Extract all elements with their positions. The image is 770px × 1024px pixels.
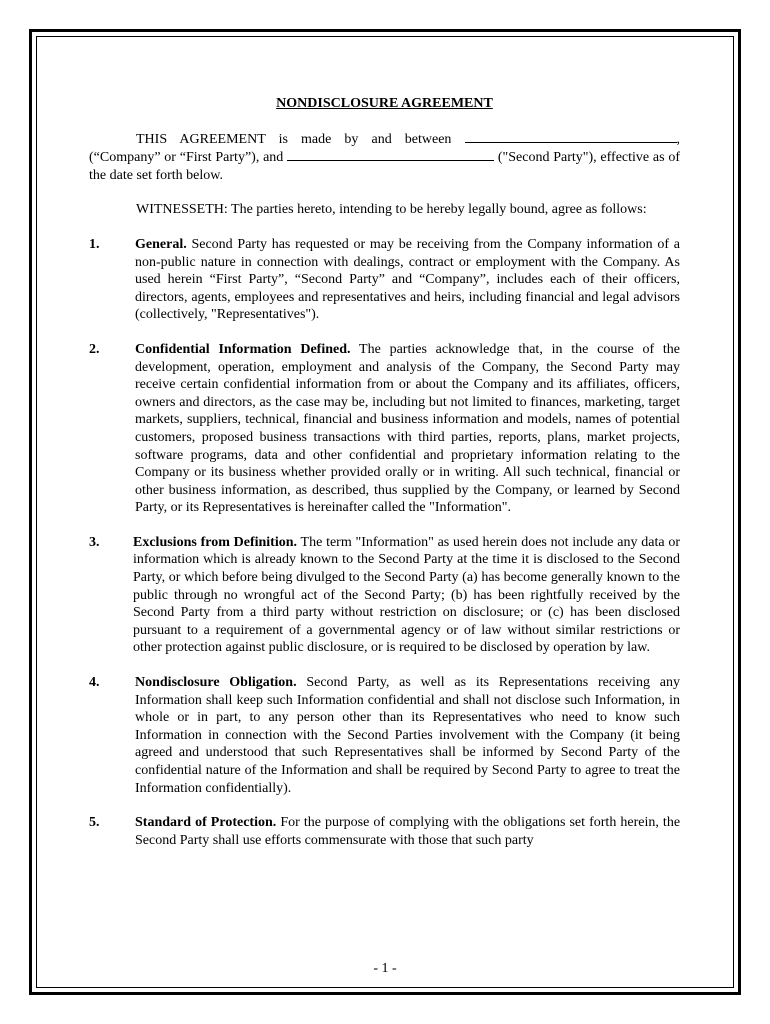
section-heading: Confidential Information Defined. bbox=[135, 341, 351, 357]
section-standard-of-protection bbox=[89, 814, 680, 849]
witnesseth-paragraph: WITNESSETH: The parties hereto, intending to be hereby legally bound, agree as follows: bbox=[136, 202, 647, 218]
section-text: The term "Information" as used herein does not include any data or information which is already known to the Second Party at the time it is disclosed to the Second Party, or which before being divulged to the Second Party (a) has become generally known to the public through no wrongful act of the Second Party; (b) has been rightfully received by the Second Party from a third party without restriction on disclosure; or (c) has been disclosed pursuant to a requirement of a governmental agency or of law without similar restrictions or other protection against public disclosure, or is required to be disclosed by operation by law. bbox=[133, 534, 680, 656]
second-party-blank-line[interactable] bbox=[287, 148, 494, 161]
section-confidential-information bbox=[89, 341, 680, 517]
section-number: 2. bbox=[89, 341, 100, 357]
section-general bbox=[89, 236, 680, 324]
intro-before-text: THIS AGREEMENT is made by and between bbox=[136, 131, 452, 147]
document-title: NONDISCLOSURE AGREEMENT bbox=[276, 96, 493, 111]
section-text: Second Party has requested or may be receiving from the Company information of a non-public nature in connection with dealings, contract or employment with the Company. As used herein “First Party”, “Second Party” and “Company”, includes each of their officers, directors, agents, employees and representatives and heirs, including financial and legal advisors (collectively, "Representatives"). bbox=[135, 236, 680, 323]
document-body bbox=[89, 95, 680, 866]
section-text: For the purpose of complying with the obligations set forth herein, the Second Party shall use efforts commensurate with those that such party bbox=[135, 815, 681, 848]
first-party-blank-line[interactable] bbox=[465, 130, 677, 143]
intro-paragraph bbox=[89, 130, 680, 185]
section-number: 3. bbox=[89, 534, 100, 550]
intro-comma: , bbox=[676, 131, 681, 147]
section-text: The parties acknowledge that, in the course of the development, operation, employment and analysis of the Company, the Second Party may receive certain confidential information from or about the Company and its affiliates, officers, owners and directors, as the case may be, including but not limited to finances, marketing, target markets, suppliers, technical, financial and business information and models, names of potential customers, proposed business transactions with third parties, reports, plans, market projects, software programs, data and other confidential and proprietary information relating to the Company or its business whether provided orally or in writing. All such technical, financial or other business information, as described, thus supplied by the Company, or learned by Second Party, or its Representatives is hereinafter called the "Information". bbox=[135, 341, 681, 516]
section-nondisclosure-obligation bbox=[89, 674, 680, 797]
section-number: 4. bbox=[89, 675, 100, 691]
intro-second-party-text: ("Second Party"), effective as of the date set forth below. bbox=[89, 150, 681, 183]
section-heading: General. bbox=[135, 236, 187, 252]
section-number: 5. bbox=[89, 815, 100, 831]
section-heading: Standard of Protection. bbox=[135, 815, 277, 831]
section-text: Second Party, as well as its Representations receiving any Information shall keep such Information confidential and shall not disclose such Information, in whole or in part, to any person other than its Representatives who need to know such Information in connection with the Second Parties involvement with the Company (it being agreed and understood that such Representatives shall be informed by Second Party of the confidential nature of the Information and shall be required by Second Party to agree to treat the Information confidentially). bbox=[135, 675, 681, 796]
section-exclusions bbox=[89, 534, 680, 657]
page-number: - 1 - bbox=[373, 961, 397, 976]
section-heading: Nondisclosure Obligation. bbox=[135, 675, 297, 691]
section-heading: Exclusions from Definition. bbox=[133, 534, 298, 550]
section-number: 1. bbox=[89, 236, 100, 252]
intro-company-text: (“Company” or “First Party”), and bbox=[89, 150, 284, 166]
